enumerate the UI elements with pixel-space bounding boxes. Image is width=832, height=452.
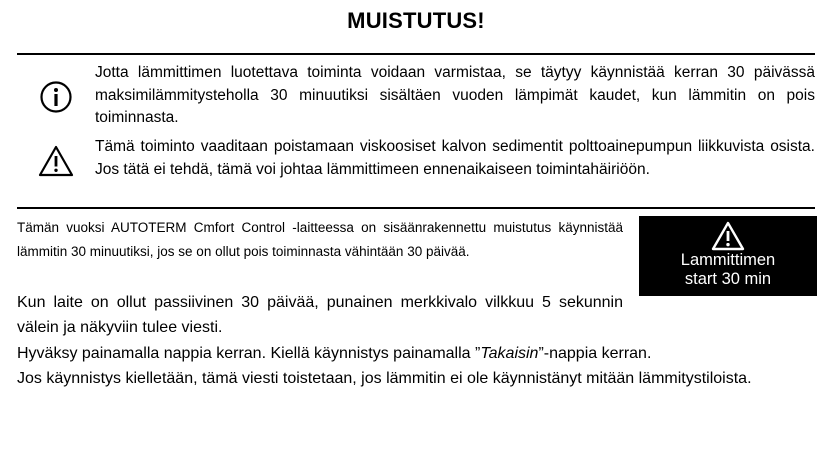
- bottom-divider: [17, 207, 815, 209]
- device-display: [639, 216, 817, 296]
- display-message-line1: Lammittimen: [680, 251, 776, 269]
- warning-notice-text: Tämä toiminto vaaditaan poistamaan viskoosiset kalvon sedimentit polttoainepumpun liikkuvista osista. Jos tätä ei tehdä, tämä voi johtaa lämmittimeen ennenaikaiseen toimintahäiriöön.: [95, 138, 815, 178]
- page-title: MUISTUTUS!: [347, 8, 485, 33]
- warning-icon: [37, 144, 75, 178]
- display-message-line2: start 30 min: [684, 270, 772, 288]
- info-icon-cell: [17, 62, 95, 114]
- back-button-name: Takaisin: [480, 345, 539, 362]
- info-notice: [17, 62, 815, 130]
- reminder-description: Tämän vuoksi AUTOTERM Cmfort Control -laitteessa on sisäänrakennettu muistutus käynnistää lämmitin 30 minuutiksi, jos se on ollut pois toiminnasta vähintään 30 päivää.: [17, 220, 623, 259]
- warning-notice: [17, 136, 815, 181]
- info-notice-text: Jotta lämmittimen luotettava toiminta voidaan varmistaa, se täytyy käynnistää kerran 30 päivässä maksimilämmitysteholla 30 minuutiksi sisältäen vuoden lämpimät kaudet, kun lämmitin on pois toiminnasta.: [95, 64, 815, 126]
- accept-text: Hyväksy painamalla nappia kerran. Kiellä käynnistys painamalla ”: [17, 345, 481, 362]
- warning-icon-cell: [17, 136, 95, 178]
- inactivity-paragraph: Kun laite on ollut passiivinen 30 päivää, punainen merkkivalo vilkkuu 5 sekunnin välein ja näkyviin tulee viesti.: [17, 294, 623, 336]
- info-icon: [39, 80, 73, 114]
- display-warning-icon: [710, 221, 746, 251]
- repeat-paragraph: Jos käynnistys kielletään, tämä viesti toistetaan, jos lämmitin ei ole käynnistänyt mitään lämmitystiloista.: [17, 370, 752, 387]
- top-divider: [17, 53, 815, 55]
- accept-reject-paragraph: [17, 342, 815, 367]
- accept-text-end: ”-nappia kerran.: [538, 345, 652, 362]
